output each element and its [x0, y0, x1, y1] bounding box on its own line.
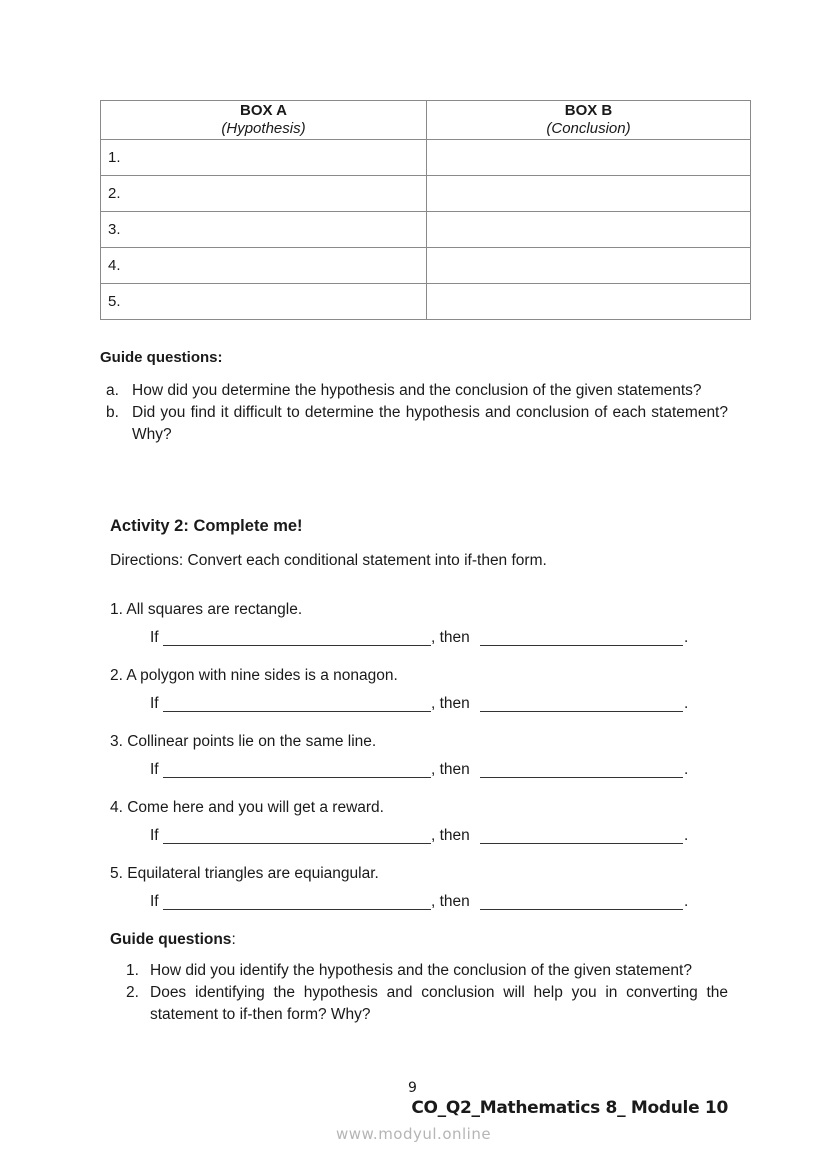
heading-text: Guide questions — [110, 931, 232, 948]
then-label: , then — [431, 761, 470, 778]
heading-colon: : — [231, 931, 236, 948]
if-then-line — [150, 629, 710, 649]
hypothesis-conclusion-table — [100, 100, 751, 320]
hypothesis-cell: 1. — [101, 140, 427, 176]
guide-question — [126, 960, 728, 982]
column-header-box-b — [427, 101, 751, 140]
then-label: , then — [431, 827, 470, 844]
page-number: 9 — [408, 1080, 417, 1096]
then-label: , then — [431, 893, 470, 910]
table-row — [101, 140, 751, 176]
column-title: BOX B — [564, 102, 613, 119]
column-subtitle: (Hypothesis) — [221, 120, 306, 137]
table-row — [101, 284, 751, 320]
if-then-line — [150, 893, 710, 913]
hypothesis-cell: 4. — [101, 248, 427, 284]
if-label: If — [150, 893, 159, 910]
conclusion-blank[interactable] — [480, 777, 683, 778]
end-mark: . — [684, 893, 689, 910]
conclusion-cell — [427, 284, 751, 320]
if-label: If — [150, 761, 159, 778]
if-label: If — [150, 695, 159, 712]
end-mark: . — [684, 761, 689, 778]
guide-question — [106, 380, 728, 402]
conclusion-cell — [427, 140, 751, 176]
hypothesis-cell: 2. — [101, 176, 427, 212]
guide-questions-list — [106, 380, 728, 446]
conclusion-blank[interactable] — [480, 843, 683, 844]
hypothesis-blank[interactable] — [163, 711, 431, 712]
statement-item: 1. All squares are rectangle. — [110, 601, 303, 618]
question-text: How did you identify the hypothesis and the conclusion of the given statement? — [150, 962, 692, 979]
hypothesis-blank[interactable] — [163, 843, 431, 844]
statement-item: 2. A polygon with nine sides is a nonagon. — [110, 667, 398, 684]
end-mark: . — [684, 629, 689, 646]
statement-item: 3. Collinear points lie on the same line. — [110, 733, 377, 750]
column-subtitle: (Conclusion) — [546, 120, 631, 137]
hypothesis-cell: 3. — [101, 212, 427, 248]
conclusion-cell — [427, 212, 751, 248]
if-label: If — [150, 629, 159, 646]
table-row — [101, 212, 751, 248]
guide-questions-heading-2 — [110, 931, 236, 949]
hypothesis-blank[interactable] — [163, 777, 431, 778]
activity-title: Activity 2: Complete me! — [110, 517, 303, 535]
activity-directions: Directions: Convert each conditional statement into if-then form. — [110, 552, 547, 569]
conclusion-cell — [427, 176, 751, 212]
guide-question — [106, 402, 728, 446]
question-marker: 1. — [126, 962, 139, 979]
conclusion-blank[interactable] — [480, 645, 683, 646]
conclusion-blank[interactable] — [480, 909, 683, 910]
statement-item: 4. Come here and you will get a reward. — [110, 799, 384, 816]
end-mark: . — [684, 827, 689, 844]
then-label: , then — [431, 629, 470, 646]
watermark: www.modyul.online — [336, 1125, 492, 1143]
statement-item: 5. Equilateral triangles are equiangular. — [110, 865, 379, 882]
if-then-line — [150, 827, 710, 847]
if-label: If — [150, 827, 159, 844]
question-marker: a. — [106, 382, 119, 399]
hypothesis-cell: 5. — [101, 284, 427, 320]
module-footer: CO_Q2_Mathematics 8_ Module 10 — [411, 1098, 728, 1118]
table-row — [101, 248, 751, 284]
guide-question — [126, 982, 728, 1026]
question-marker: 2. — [126, 984, 139, 1001]
conclusion-blank[interactable] — [480, 711, 683, 712]
hypothesis-blank[interactable] — [163, 909, 431, 910]
question-marker: b. — [106, 404, 119, 421]
end-mark: . — [684, 695, 689, 712]
column-header-box-a — [101, 101, 427, 140]
guide-questions-list-2 — [126, 960, 728, 1026]
guide-questions-heading: Guide questions: — [100, 349, 223, 366]
if-then-line — [150, 761, 710, 781]
question-text: Does identifying the hypothesis and conclusion will help you in converting the statement to if-then form? Why? — [150, 984, 728, 1023]
question-text: How did you determine the hypothesis and the conclusion of the given statements? — [132, 382, 702, 399]
conclusion-cell — [427, 248, 751, 284]
column-title: BOX A — [240, 102, 287, 119]
if-then-line — [150, 695, 710, 715]
then-label: , then — [431, 695, 470, 712]
question-text: Did you find it difficult to determine the hypothesis and conclusion of each statement? Why? — [132, 404, 728, 443]
hypothesis-blank[interactable] — [163, 645, 431, 646]
table-row — [101, 176, 751, 212]
